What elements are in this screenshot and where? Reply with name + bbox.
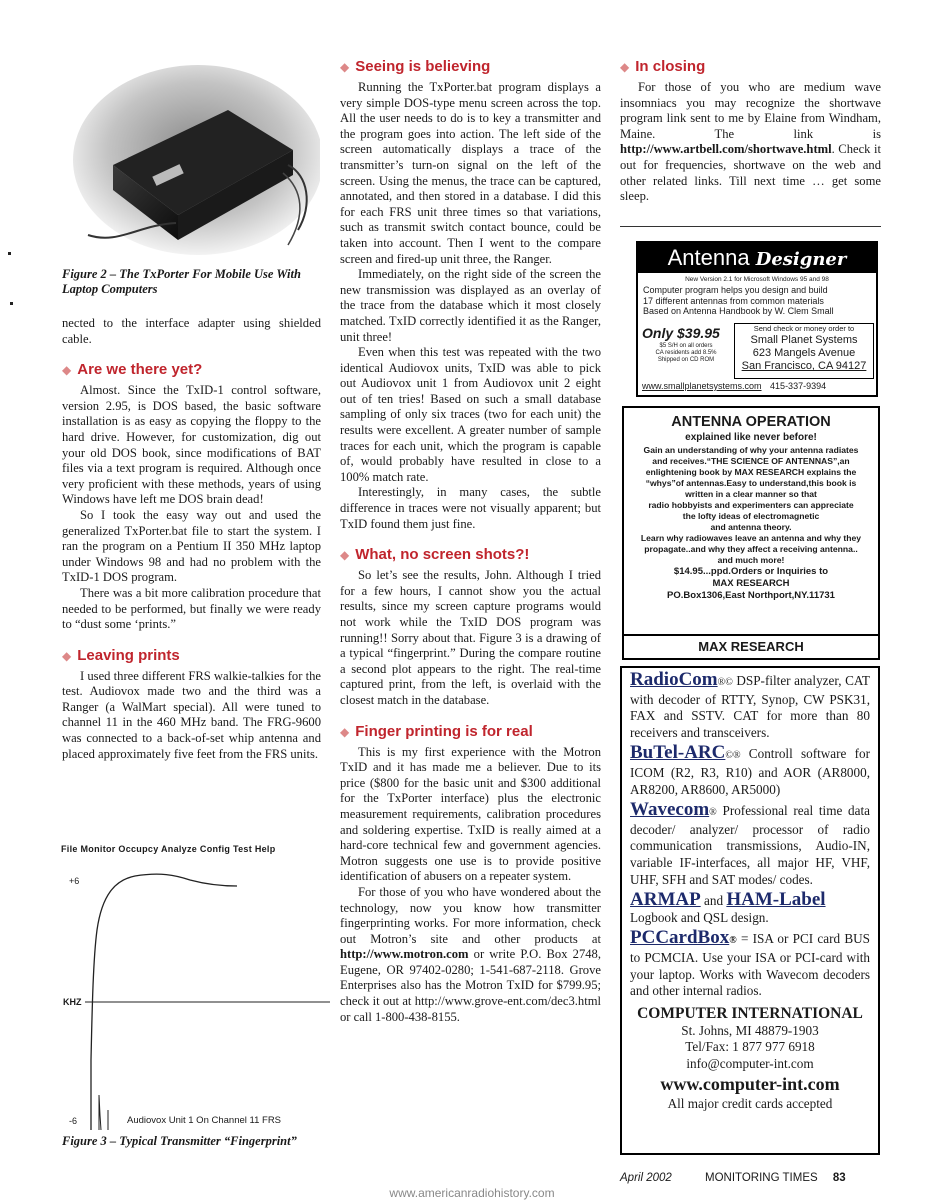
- diamond-icon: ◆: [340, 60, 350, 74]
- section-heading: ◆ Seeing is believing: [340, 58, 491, 75]
- margin-mark: [10, 302, 13, 305]
- figure2-caption: Figure 2 – The TxPorter For Mobile Use With Laptop Computers: [62, 267, 301, 296]
- diamond-icon: ◆: [340, 724, 350, 739]
- y-axis-top-label: +6: [69, 876, 80, 886]
- ad-price-block: Only $39.95 $5 S/H on all orders CA residents add 8.5% Shipped on CD ROM: [642, 325, 720, 363]
- ad-web: www.smallplanetsystems.com 415-337-9394: [642, 381, 827, 391]
- section-heading: ◆ Leaving prints: [62, 646, 180, 664]
- paragraph: Almost. Since the TxID-1 control software, version 2.95, is DOS based, the basic software installation is as easy as copying the floppy to the hard drive. However, for customization, dig out your old DOS book, since modifications of BAT files via a text program is required. Although once very proficient with these methods, years of using Windows have left me DOS brain dead!: [62, 383, 321, 507]
- figure3: [55, 840, 330, 1130]
- ad-address-block: Send check or money order to Small Planet Systems 623 Mangels Avenue San Francisco, CA 94127: [734, 323, 874, 379]
- divider: [620, 226, 881, 227]
- section-heading: ◆ What, no screen shots?!: [340, 546, 530, 564]
- column-1-body: [62, 316, 321, 762]
- figure3-trace-label: Audiovox Unit 1 On Channel 11 FRS: [127, 1115, 282, 1126]
- company-name: COMPUTER INTERNATIONAL: [637, 1004, 863, 1022]
- pccardbox-entry: PCCardBox® = ISA or PCI card BUS to PCMCIA. Use your ISA or PCI-card with your laptop. Works with Wavecom decoders and other internal radios.: [630, 927, 870, 999]
- diamond-icon: ◆: [620, 60, 630, 74]
- armap-entry: ARMAP and HAM-Label: [630, 889, 826, 911]
- watermark[interactable]: www.americanradiohistory.com: [389, 1186, 555, 1200]
- diamond-icon: ◆: [62, 648, 72, 663]
- margin-mark: [8, 252, 11, 255]
- section-heading: ◆ Are we there yet?: [62, 361, 203, 379]
- computer-international-ad: [620, 666, 880, 1155]
- ad-footer: MAX RESEARCH: [624, 634, 878, 658]
- figure3-menu: File Monitor Occupcy Analyze Config Test Help: [61, 844, 276, 854]
- company-website[interactable]: www.computer-int.com: [660, 1074, 840, 1095]
- paragraph: For those of you who are medium wave insomniacs you may recognize the shortwave program link sent to me by Elaine from Windham, Maine. The link is http://www.artbell.com/shortwave.html. Check it out for frequencies, shortwave on the web and other related links. Till next time … get some sleep.: [620, 80, 881, 204]
- paragraph: Running the TxPorter.bat program displays a very simple DOS-type menu screen across the top. All the user needs to do is to key a transmitter and the program goes into action. The left side of the screen automatically displays a trace of the transmitter’s turn-on signal on the left of the screen. Using the menus, the trace can be captured, annotated, and then stored in a database. I did this for each FRS unit three times so that variations, such as transmit switch contact bounce, could be taken into account. Then I went to the compare screen and fired-up unit three, the Ranger.: [340, 80, 601, 266]
- ad-title-bar: Antenna Designer: [638, 243, 876, 273]
- antenna-operation-ad: [622, 406, 880, 660]
- radiocom-entry: RadioCom®© DSP-filter analyzer, CAT with decoder of RTTY, Synop, CW PSK31, FAX and SSTV. CAT for more than 80 receivers and transceivers.: [630, 669, 870, 740]
- ad-title: ANTENNA OPERATION: [671, 414, 831, 430]
- motron-link[interactable]: http://www.motron.com: [340, 947, 469, 962]
- fingerprint-trace: [55, 840, 330, 1130]
- paragraph: So I took the easy way out and used the generalized TxPorter.bat file to start the system. I ran the program on a Pentium II 350 MHz laptop under Windows 98 and had no problem with the TxID-1 DOS program.: [62, 507, 321, 585]
- ad-subtitle: explained like never before!: [685, 432, 817, 443]
- y-axis-mid-label: KHZ: [63, 997, 82, 1007]
- section-heading: ◆ Finger printing is for real: [340, 722, 533, 740]
- column-2-body: [340, 58, 601, 1025]
- paragraph: I used three different FRS walkie-talkies for the test. Audiovox made two and the third was a Ranger (a WalMart special). All were tuned to channel 11 in the 460 MHz band. The FRG-9600 was connected to a back-of-set whip antenna and placed approximately five feet from the FRS units.: [62, 668, 321, 761]
- armap-desc: Logbook and QSL design.: [630, 909, 769, 925]
- diamond-icon: ◆: [340, 548, 350, 563]
- ad-description: Gain an understanding of why your antenna radiates and receives.“THE SCIENCE OF ANTENNAS”,an enlightening book by MAX RESEARCH explains the “whys”of antennas.Easy to understand,this book is written in a clear manner so that radio hobbyists and experimenters can appreciate the lofty ideas of electromagnetic and antenna theory. Learn why radiowaves leave an antenna and why they propagate..and why they affect a receiving antenna.. and much more! $14.95...ppd.Orders or Inquiries to MAX RESEARCH PO.Box1306,East Northport,NY.11731: [640, 445, 862, 601]
- figure2-photo: [58, 55, 320, 260]
- y-axis-bottom-label: -6: [69, 1116, 78, 1126]
- diamond-icon: ◆: [62, 363, 72, 378]
- paragraph: Even when this test was repeated with the two identical Audiovox units, TxID was able to pick out Audiovox unit 1 from Audiovox unit 2 eight out of ten tries! Based on such a small database sampling of only six traces (two for each unit) the results were excellent. A greater number of sample traces for each unit, which the program is capable of, would probably have resulted in close to a 100% match rate.: [340, 345, 601, 484]
- ad-description: Computer program helps you design and build 17 different antennas from common materials Based on Antenna Handbook by W. Clem Small: [643, 285, 834, 316]
- wavecom-entry: Wavecom® Professional real time data decoder/ analyzer/ processor of radio communication transmissions, Audio-IN, variable IF-interfaces, all major HF, VHF, UHF, SFH and SAT modes/ codes.: [630, 799, 870, 887]
- magazine-name: MONITORING TIMES: [705, 1172, 818, 1184]
- company-email[interactable]: info@computer-int.com: [686, 1055, 814, 1071]
- artbell-link[interactable]: http://www.artbell.com/shortwave.html: [620, 142, 832, 157]
- page-footer: [620, 1172, 882, 1184]
- paragraph: nected to the interface adapter using shielded cable.: [62, 316, 321, 346]
- company-phone: Tel/Fax: 1 877 977 6918: [685, 1039, 815, 1055]
- paragraph: There was a bit more calibration procedure that needed to be performed, but finally we were ready to “dust some ‘prints.”: [62, 585, 321, 632]
- paragraph: Interestingly, in many cases, the subtle difference in traces were not visually apparent; but TxID found them just fine.: [340, 485, 601, 531]
- company-address: St. Johns, MI 48879-1903: [681, 1022, 819, 1038]
- ad-version: New Version 2.1 for Microsoft Windows 95 and 98: [685, 276, 829, 283]
- credit-cards-note: All major credit cards accepted: [667, 1096, 833, 1112]
- paragraph: For those of you who have wondered about the technology, now you know how transmitter fingerprinting works. For more information, check out Motron’s site and other products at http://www.motron.com or write P.O. Box 2748, Eugene, OR 97402-0280; 1-541-687-2118. Grove Enterprises also has the Motron TxID for $799.95; check it out at http://www.grove-ent.com/dec3.html or call 1-800-438-8155.: [340, 884, 601, 1024]
- issue-date: April 2002: [620, 1172, 672, 1184]
- section-heading: ◆ In closing: [620, 58, 706, 75]
- column-3-body: [620, 58, 881, 205]
- paragraph: Immediately, on the right side of the screen the new transmission was displayed as an overlay of the trace from the database which it most closely matched. TxID correctly identified it as the Ranger, unit three!: [340, 267, 601, 344]
- paragraph: So let’s see the results, John. Although I tried for a few hours, I cannot show you the actual results, since my screen capture programs would not work while the TxID DOS program was running!! Sorry about that. Figure 3 is a drawing of a typical “fingerprint.” During the compare routine a second plot appears to the right. The real-time captured print, from the left, is overlaid with the closest match in the database.: [340, 568, 601, 707]
- butel-entry: BuTel-ARC©® Controll software for ICOM (R2, R3, R10) and AOR (AR8000, AR8200, AR8600, AR5000): [630, 742, 870, 797]
- antenna-designer-ad: [636, 241, 878, 397]
- page-number: 83: [832, 1172, 846, 1184]
- figure3-caption: Figure 3 – Typical Transmitter “Fingerprint”: [62, 1134, 297, 1148]
- paragraph: This is my first experience with the Motron TxID and it has made me a believer. Due to its price ($800 for the basic unit and $300 additional for the TxPorter interface) plus the electronic measurement requirements, calibration procedures and soldering expertise. TxID is really aimed at a hard-core technical few and government agencies. Motron suggests one use is to provide positive identification of abusers on a repeater system.: [340, 744, 601, 884]
